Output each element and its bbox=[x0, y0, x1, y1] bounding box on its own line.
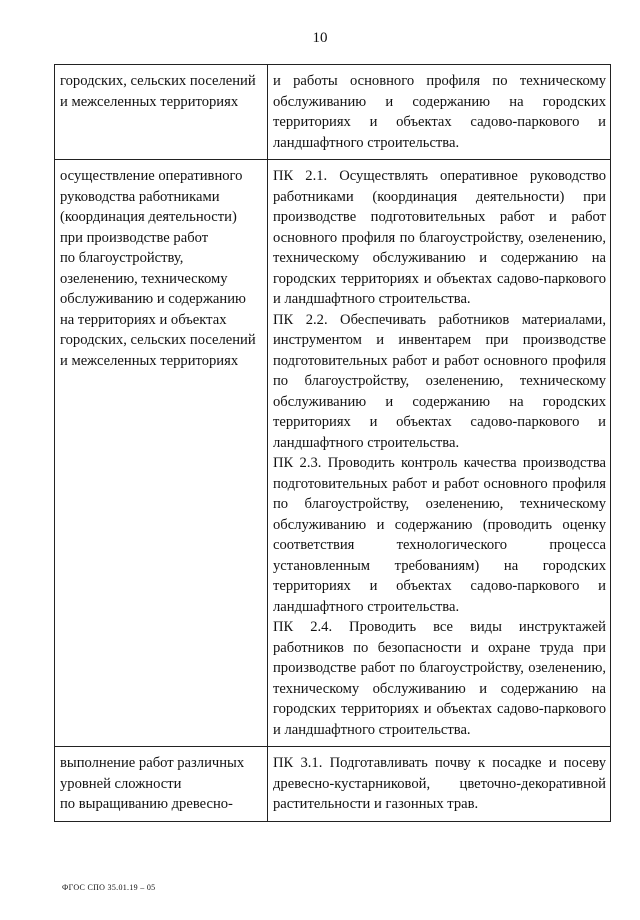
activity-line: городских, сельских поселений bbox=[60, 73, 256, 89]
activity-line: по выращиванию древесно- bbox=[60, 796, 233, 812]
activity-line: обслуживанию и содержанию bbox=[60, 291, 246, 307]
activity-line: выполнение работ различных bbox=[60, 755, 245, 771]
activity-line: (координация деятельности) bbox=[60, 209, 237, 225]
activity-line: осуществление оперативного bbox=[60, 168, 243, 184]
activity-line: городских, сельских поселений bbox=[60, 332, 256, 348]
competency-pk-2-2: ПК 2.2. Обеспечивать работников материалами, инструментом и инвентарем при производстве подготовительных работ и работ основного профиля по благоустройству, озеленению, техническому обслуживанию и содержанию на городских территориях и объектах садово-паркового и ландшафтного строительства. bbox=[273, 311, 606, 451]
competency-cell bbox=[268, 747, 611, 822]
activity-line: озеленению, техническому bbox=[60, 270, 228, 287]
table-row bbox=[55, 65, 611, 160]
competency-cell bbox=[268, 65, 611, 160]
activity-line: при производстве работ bbox=[60, 229, 209, 246]
competency-text: и работы основного профиля по техническому обслуживанию и содержанию на городских территориях и объектах садово-паркового и ландшафтного строительства. bbox=[273, 73, 606, 151]
competency-table bbox=[54, 64, 611, 822]
activity-line: и межселенных территориях bbox=[60, 93, 239, 110]
activity-cell bbox=[55, 160, 268, 747]
document-footer: ФГОС СПО 35.01.19 – 05 bbox=[62, 883, 156, 892]
table-row bbox=[55, 747, 611, 822]
activity-cell bbox=[55, 65, 268, 160]
competency-cell bbox=[268, 160, 611, 747]
competency-pk-2-3: ПК 2.3. Проводить контроль качества производства подготовительных работ и работ основного профиля по благоустройству, озеленению, техническому обслуживанию и содержанию (проводить оценку соответствия технологического процесса установленным требованиям) на городских территориях и объектах садово-паркового и ландшафтного строительства. bbox=[273, 455, 606, 615]
competency-pk-2-4: ПК 2.4. Проводить все виды инструктажей работников по безопасности и охране труда при производстве работ по благоустройству, озеленению, техническому обслуживанию и содержанию на городских территориях и объектах садово-паркового и ландшафтного строительства. bbox=[273, 619, 606, 738]
page-number: 10 bbox=[312, 30, 328, 46]
competency-pk-2-1: ПК 2.1. Осуществлять оперативное руководство работниками (координация деятельности) при производстве подготовительных работ и работ основного профиля по благоустройству, озеленению, техническому обслуживанию и содержанию на городских территориях и объектах садово-паркового и ландшафтного строительства. bbox=[273, 168, 606, 307]
activity-line: уровней сложности bbox=[60, 775, 182, 792]
activity-line: руководства работниками bbox=[60, 188, 220, 205]
competency-pk-3-1: ПК 3.1. Подготавливать почву к посадке и посеву древесно-кустарниковой, цветочно-декоративной растительности и газонных трав. bbox=[273, 755, 606, 812]
activity-line: на территориях и объектах bbox=[60, 311, 227, 328]
table-row bbox=[55, 160, 611, 747]
activity-line: по благоустройству, bbox=[60, 250, 184, 266]
activity-cell bbox=[55, 747, 268, 822]
activity-line: и межселенных территориях bbox=[60, 352, 239, 369]
